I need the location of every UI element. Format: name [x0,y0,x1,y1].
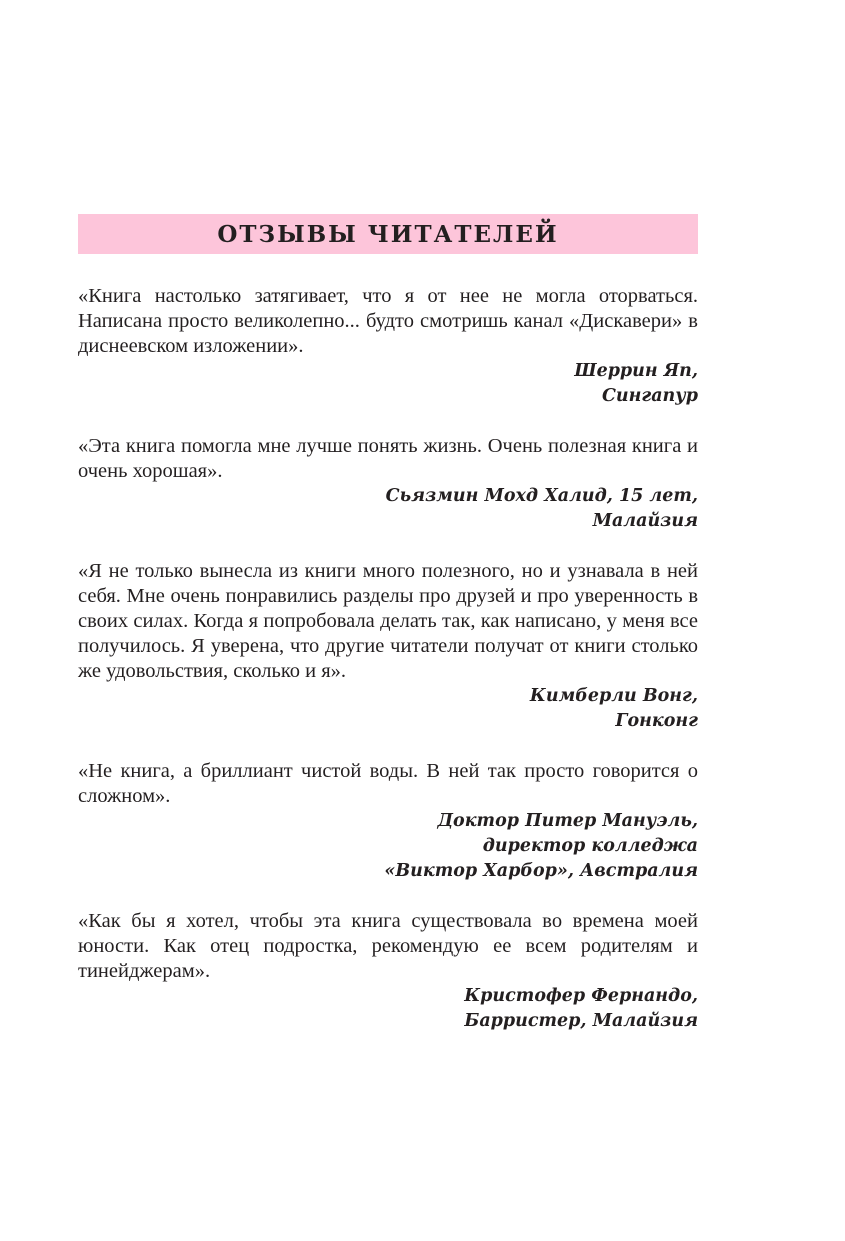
page [78,214,698,1059]
review [78,434,698,534]
author-line: Кристофер Фернандо, [464,986,698,1006]
author-line: директор колледжа [482,836,698,856]
review [78,909,698,1034]
review [78,559,698,734]
review-quote: «Я не только вынесла из книги много полезного, но и узнавала в ней себя. Мне очень понравились разделы про друзей и про уверенность в своих силах. Когда я попробовала делать так, как написано, у меня все получилось. Я уверена, что другие читатели получат от книги столько же удовольствия, сколько и я». [78,560,698,682]
review [78,759,698,884]
review [78,284,698,409]
reviews-list [78,284,698,1034]
review-quote: «Как бы я хотел, чтобы эта книга существовала во времена моей юности. Как отец подростка, рекомендую ее всем родителям и тинейджерам». [78,910,698,982]
author-line: Малайзия [592,511,698,531]
review-quote: «Эта книга помогла мне лучше понять жизнь. Очень полезная книга и очень хорошая». [78,435,698,482]
review-quote: «Не книга, а бриллиант чистой воды. В ней так просто говорится о сложном». [78,760,698,807]
review-author [78,484,698,534]
heading-band [78,214,698,254]
author-line: Барристер, Малайзия [464,1011,698,1031]
author-line: Кимберли Вонг, [529,686,698,706]
review-author [78,359,698,409]
author-line: «Виктор Харбор», Австралия [384,861,698,881]
review-author [78,809,698,884]
review-author [78,984,698,1034]
page-title: ОТЗЫВЫ ЧИТАТЕЛЕЙ [217,220,559,248]
author-line: Сьязмин Мохд Халид, 15 лет, [385,486,698,506]
review-author [78,684,698,734]
author-line: Гонконг [615,711,698,731]
review-quote: «Книга настолько затягивает, что я от нее не могла оторваться. Написана просто великолепно... будто смотришь канал «Дискавери» в диснеевском изложении». [78,285,698,357]
author-line: Доктор Питер Мануэль, [437,811,698,831]
author-line: Шеррин Яп, [574,361,698,381]
author-line: Сингапур [601,386,698,406]
